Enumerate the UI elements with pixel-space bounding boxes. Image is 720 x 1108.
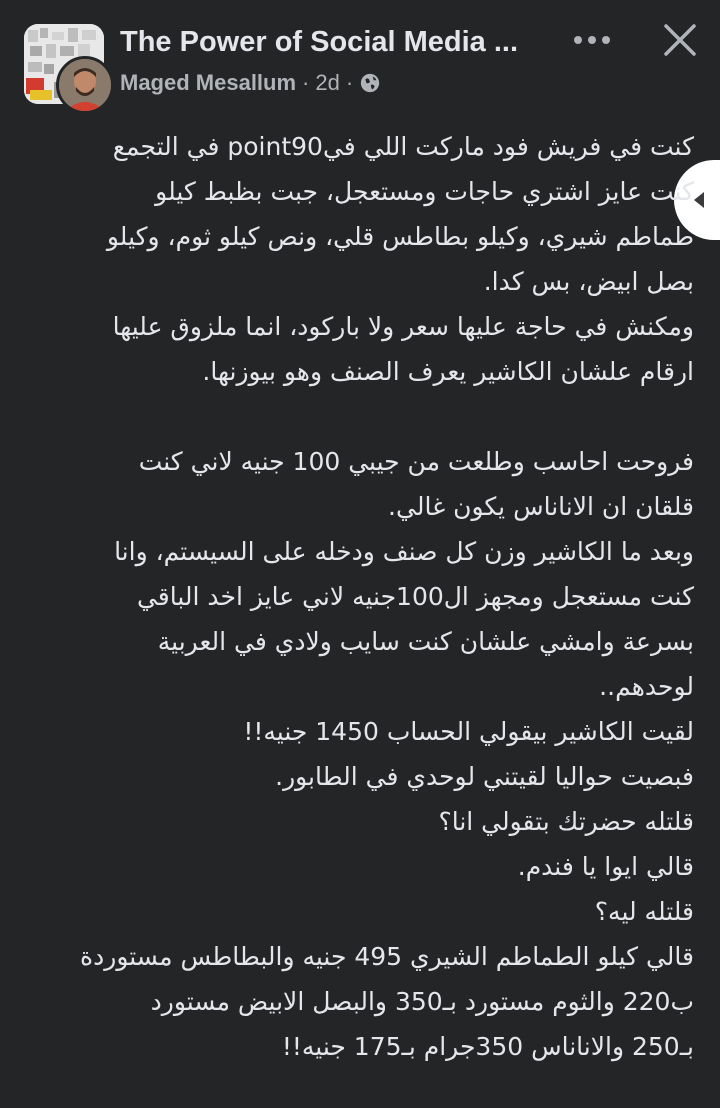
post-text-line: قالي كيلو الطماطم الشيري 495 جنيه والبطاطس مستوردة <box>80 942 694 971</box>
close-button[interactable] <box>656 16 704 64</box>
more-options-button[interactable] <box>566 22 618 58</box>
post-text-line: كنت عايز اشتري حاجات ومستعجل، جبت بظبط كيلو <box>155 177 694 206</box>
post-text-line: كنت مستعجل ومجهز ال100جنيه لاني عايز اخد الباقي <box>136 582 694 611</box>
post-text-line <box>30 394 694 439</box>
globe-icon <box>359 72 381 94</box>
post-text-line: بسرعة وامشي علشان كنت سايب ولادي في العربية <box>157 627 694 656</box>
post-text-line: طماطم شيري، وكيلو بطاطس قلي، ونص كيلو ثوم، وكيلو <box>106 222 694 251</box>
meta-separator: · <box>302 70 310 95</box>
post-text-line: ومكنش في حاجة عليها سعر ولا باركود، انما ملزوق عليها <box>112 312 694 341</box>
close-icon <box>663 23 697 57</box>
post-time[interactable]: 2d <box>315 70 340 95</box>
author-name[interactable]: Maged Mesallum <box>120 70 297 95</box>
author-avatar[interactable] <box>56 56 114 114</box>
post-text-line: قلتله ليه؟ <box>594 897 694 926</box>
post-text-line: لقيت الكاشير بيقولي الحساب 1450 جنيه!! <box>243 717 694 746</box>
post-text-line: قلتله حضرتك بتقولي انا؟ <box>438 807 694 836</box>
meta-separator-2: · <box>345 70 354 95</box>
post-text <box>30 124 694 1069</box>
more-options-icon <box>572 35 612 45</box>
post-text-line: ب220 والثوم مستورد بـ350 والبصل الابيض مستورد <box>150 987 694 1016</box>
author-photo <box>59 59 111 111</box>
post-text-line: كنت في فريش فود ماركت اللي فيpoint90 في التجمع <box>112 132 694 161</box>
post-header <box>0 0 720 120</box>
post-text-line: قالي ايوا يا فندم. <box>517 852 694 881</box>
post-text-line: قلقان ان الاناناس يكون غالي. <box>388 492 694 521</box>
post-meta <box>120 70 381 96</box>
post-text-line: وبعد ما الكاشير وزن كل صنف ودخله على السيستم، وانا <box>114 537 694 566</box>
post-text-line: فروحت احاسب وطلعت من جيبي 100 جنيه لاني كنت <box>138 447 694 476</box>
group-title[interactable]: The Power of Social Media ... <box>120 26 519 58</box>
post-text-line: لوحدهم.. <box>599 672 694 701</box>
post-text-line: بصل ابيض، بس كدا. <box>483 267 694 296</box>
post-text-line: فبصيت حواليا لقيتني لوحدي في الطابور. <box>275 762 694 791</box>
chevron-left-icon <box>692 191 706 209</box>
post-text-line: بـ250 والاناناس 350جرام بـ175 جنيه!! <box>281 1032 694 1061</box>
post-text-line: ارقام علشان الكاشير يعرف الصنف وهو بيوزنها. <box>202 357 694 386</box>
